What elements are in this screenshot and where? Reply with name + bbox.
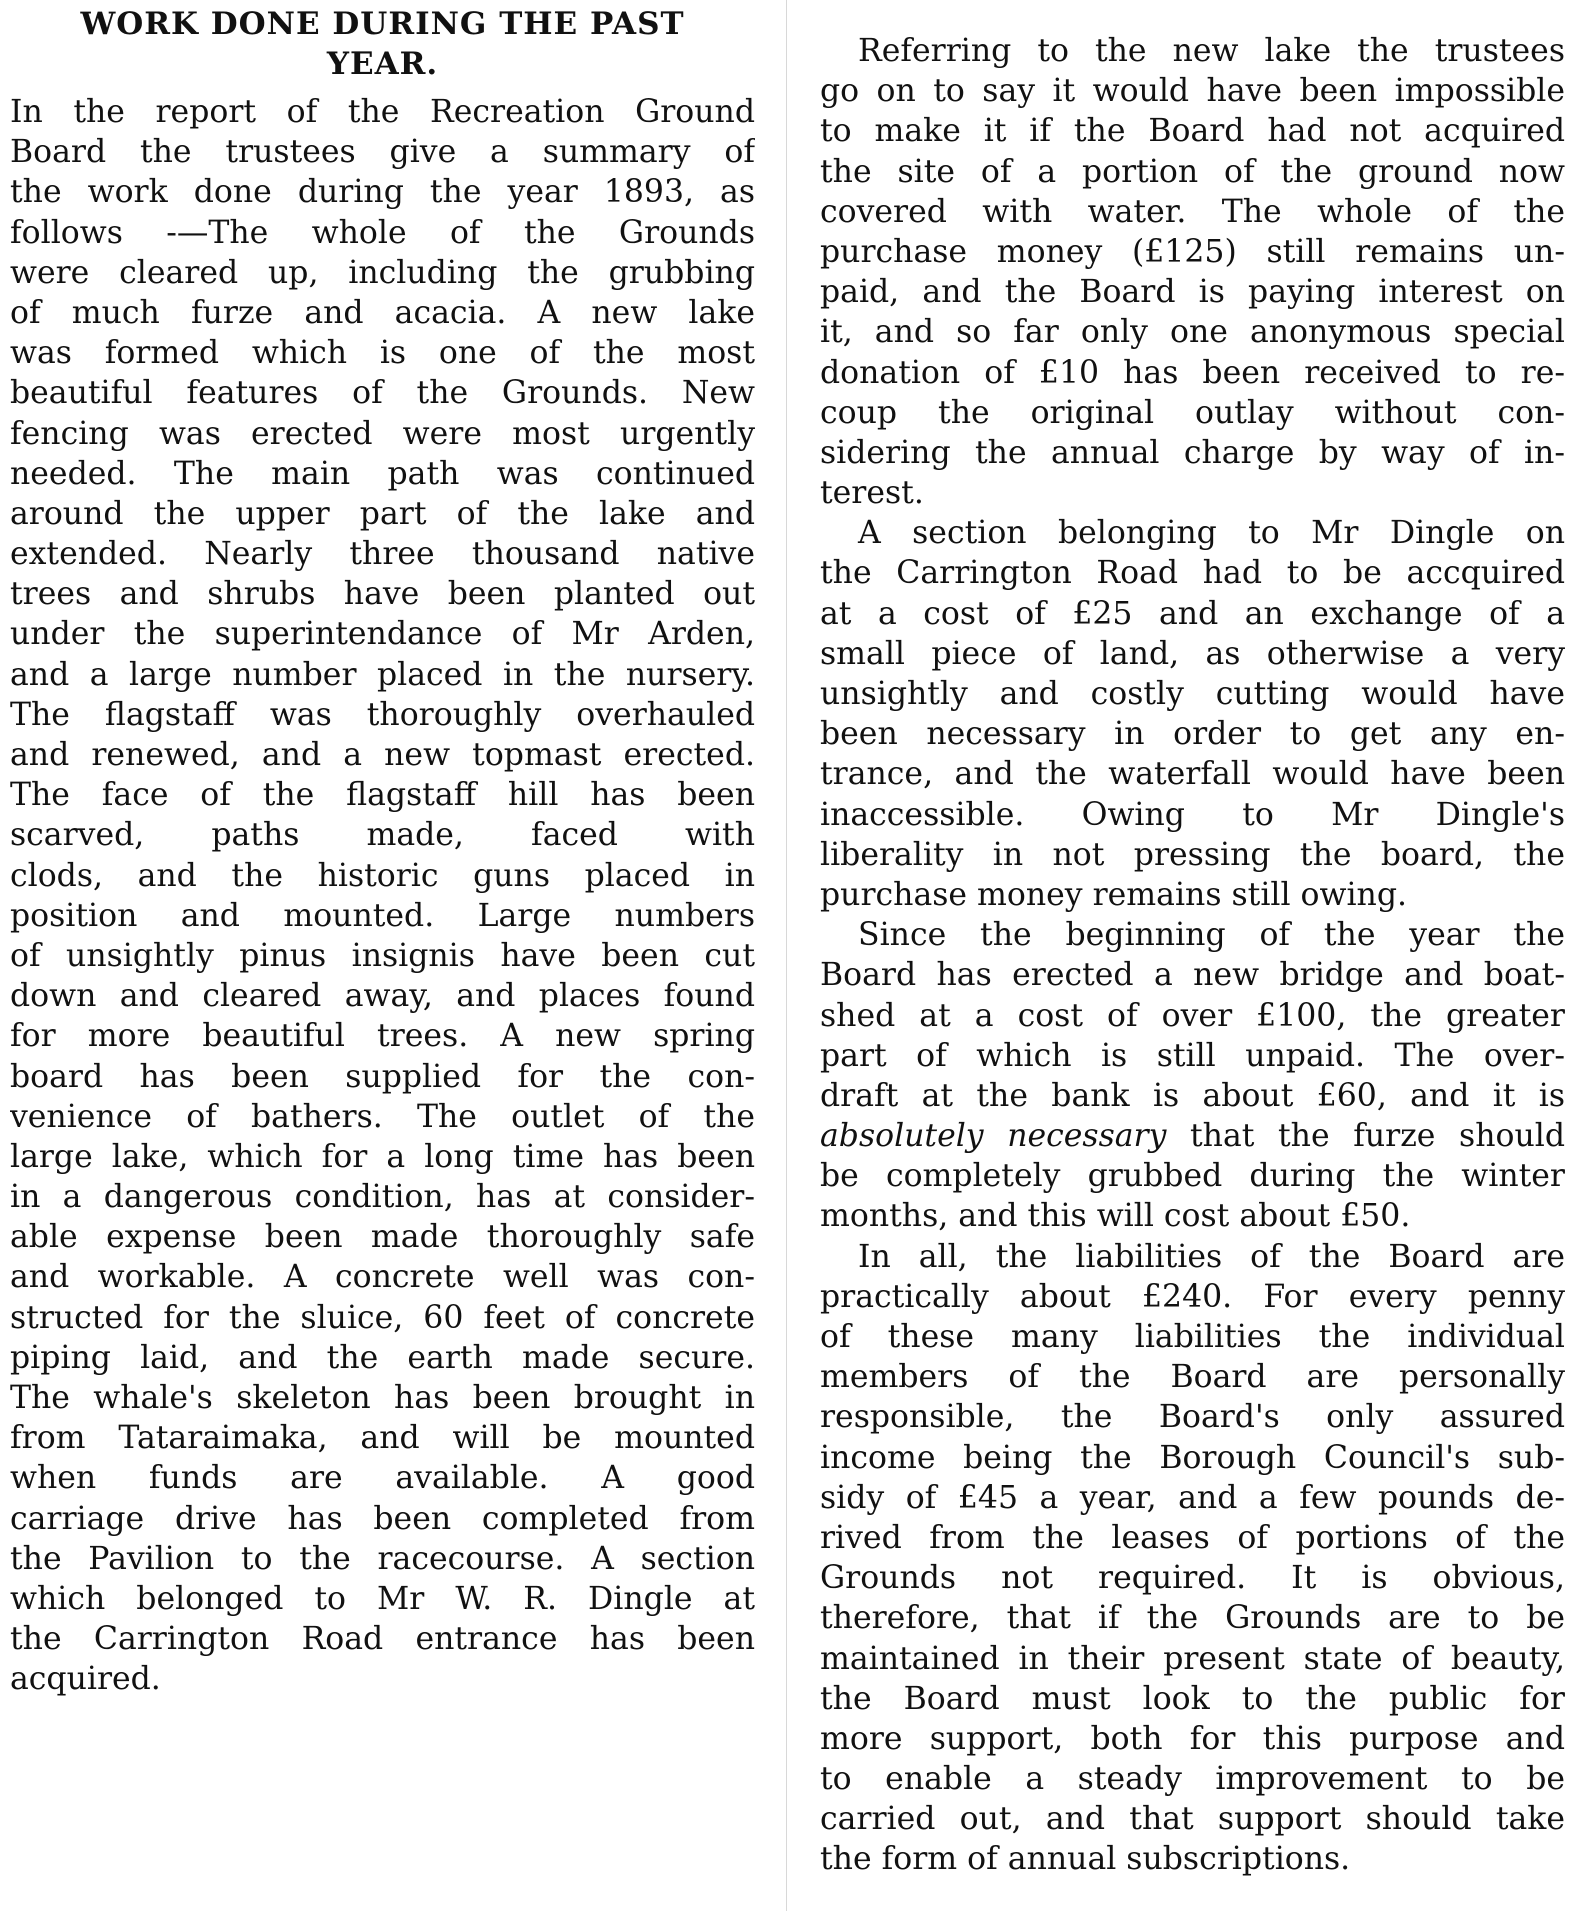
text-line: unsightly and costly cutting would have <box>820 676 1565 712</box>
text-line: carriage drive has been completed from <box>10 1500 755 1537</box>
text-line: the Carrington Road entrance has been <box>10 1621 755 1658</box>
text-line: shed at a cost of over £100, the greater <box>820 997 1565 1034</box>
text-line: at a cost of £25 and an exchange of a <box>820 595 1565 632</box>
text-line: beautiful features of the Grounds. New <box>10 375 755 412</box>
text-line: scarved, paths made, faced with <box>10 817 755 854</box>
text-line: months, and this will cost about £50. <box>820 1198 1411 1235</box>
emphasis-text: absolutely necessary <box>820 1118 1167 1155</box>
text-line: go on to say it would have been impossible <box>820 73 1565 110</box>
text-line: when funds are available. A good <box>10 1460 755 1497</box>
text-line: from Tataraimaka, and will be mounted <box>10 1420 755 1457</box>
text-line: and workable. A concrete well was con- <box>10 1259 755 1296</box>
text-line: sidering the annual charge by way of in- <box>820 434 1565 471</box>
text-line: draft at the bank is about £60, and it is <box>820 1077 1565 1114</box>
text-line: of much furze and acacia. A new lake <box>10 294 755 331</box>
text-line: was formed which is one of the most <box>10 335 755 372</box>
text-line: and renewed, and a new topmast erected. <box>10 737 755 773</box>
text-line: The whale's skeleton has been brought in <box>10 1380 755 1416</box>
text-line: Grounds not required. It is obvious, <box>820 1560 1565 1597</box>
text-line: and a large number placed in the nursery. <box>10 656 755 693</box>
text-line: liberality in not pressing the board, the <box>820 836 1565 873</box>
text-line: coup the original outlay without con- <box>820 394 1565 431</box>
text-line: of these many liabilities the individual <box>820 1319 1565 1355</box>
text-line: clods, and the historic guns placed in <box>10 857 755 894</box>
text-line: sidy of £45 a year, and a few pounds de- <box>820 1479 1565 1516</box>
text-line: The flagstaff was thoroughly overhauled <box>10 696 755 733</box>
text-line: needed. The main path was continued <box>10 455 755 492</box>
text-line: purchase money remains still owing. <box>820 876 1408 913</box>
text-line: large lake, which for a long time has been <box>10 1138 755 1175</box>
text-line: board has been supplied for the con- <box>10 1058 755 1095</box>
paragraph <box>820 1237 1565 1880</box>
text-line: purchase money (£125) still remains un- <box>820 233 1565 270</box>
text-line: trees and shrubs have been planted out <box>10 576 755 613</box>
text-line: income being the Borough Council's sub- <box>820 1439 1565 1476</box>
text-line: to make it if the Board had not acquired <box>820 113 1565 150</box>
text-line: trance, and the waterfall would have been <box>820 756 1565 793</box>
text-line: extended. Nearly three thousand native <box>10 536 755 573</box>
text-line: small piece of land, as otherwise a very <box>820 635 1565 672</box>
text-line: In the report of the Recreation Ground <box>10 94 755 130</box>
paragraph <box>10 92 755 1700</box>
text-line: to enable a steady improvement to be <box>820 1761 1565 1798</box>
text-line: be completely grubbed during the winter <box>820 1158 1565 1195</box>
text-line: more support, both for this purpose and <box>820 1720 1565 1757</box>
text-line: carried out, and that support should take <box>820 1801 1565 1838</box>
text-line: part of which is still unpaid. The over- <box>820 1037 1565 1074</box>
text-line: structed for the sluice, 60 feet of concrete <box>10 1299 755 1336</box>
text-line: inaccessible. Owing to Mr Dingle's <box>820 796 1565 833</box>
text-line: for more beautiful trees. A new spring <box>10 1018 755 1055</box>
text-line: Board the trustees give a summary of <box>10 134 755 171</box>
text-line: fencing was erected were most urgently <box>10 415 755 452</box>
text-line: Referring to the new lake the trustees <box>858 33 1565 69</box>
text-line: of unsightly pinus insignis have been cut <box>10 937 755 974</box>
text-line: piping laid, and the earth made secure. <box>10 1339 755 1376</box>
text-line: terest. <box>820 475 924 512</box>
paragraph <box>820 915 1565 1237</box>
text-line: around the upper part of the lake and <box>10 495 755 532</box>
text-line: venience of bathers. The outlet of the <box>10 1098 755 1135</box>
column-divider <box>786 0 787 1911</box>
paragraph <box>820 513 1565 915</box>
text-line: were cleared up, including the grubbing <box>10 254 755 291</box>
text-line: in a dangerous condition, has at consider- <box>10 1179 755 1216</box>
text-line: the Board must look to the public for <box>820 1680 1565 1717</box>
text-line: covered with water. The whole of the <box>820 193 1565 230</box>
text-line: acquired. <box>10 1661 161 1698</box>
text-line: members of the Board are personally <box>820 1359 1565 1396</box>
text-line: under the superintendance of Mr Arden, <box>10 616 755 653</box>
text-line: paid, and the Board is paying interest on <box>820 274 1565 311</box>
article-title <box>10 4 755 84</box>
text-line: therefore, that if the Grounds are to be <box>820 1600 1565 1637</box>
left-column <box>10 0 755 1700</box>
text-line: follows -—The whole of the Grounds <box>10 214 755 251</box>
text-line: which belonged to Mr W. R. Dingle at <box>10 1580 755 1617</box>
text-line: In all, the liabilities of the Board are <box>858 1238 1565 1275</box>
text-line: Board has erected a new bridge and boat- <box>820 957 1565 994</box>
article-title-line: WORK DONE DURING THE PAST <box>80 6 685 42</box>
text-line: it, and so far only one anonymous special <box>820 314 1565 351</box>
text-line: the work done during the year 1893, as <box>10 174 755 211</box>
text-line: down and cleared away, and places found <box>10 978 755 1015</box>
text-line: practically about £240. For every penny <box>820 1278 1565 1315</box>
text-line: responsible, the Board's only assured <box>820 1399 1565 1436</box>
text-line: donation of £10 has been received to re- <box>820 354 1565 391</box>
text-line: Since the beginning of the year the <box>858 917 1565 954</box>
text-line: the Carrington Road had to be accquired <box>820 555 1565 592</box>
text-line: the site of a portion of the ground now <box>820 153 1565 190</box>
text-line: A section belonging to Mr Dingle on <box>858 515 1565 552</box>
text-line: The face of the flagstaff hill has been <box>10 777 755 814</box>
paragraph <box>820 31 1565 513</box>
text-line: the Pavilion to the racecourse. A section <box>10 1540 755 1577</box>
text-line: absolutely necessary that the furze should <box>820 1118 1565 1155</box>
text-line: the form of annual subscriptions. <box>820 1841 1351 1878</box>
text-line: rived from the leases of portions of the <box>820 1519 1565 1556</box>
right-column <box>820 0 1565 1880</box>
text-line: able expense been made thoroughly safe <box>10 1219 755 1256</box>
article-title-line: YEAR. <box>326 46 439 82</box>
text-line: been necessary in order to get any en- <box>820 716 1565 753</box>
text-line: maintained in their present state of beauty, <box>820 1640 1565 1677</box>
text-line: position and mounted. Large numbers <box>10 897 755 934</box>
